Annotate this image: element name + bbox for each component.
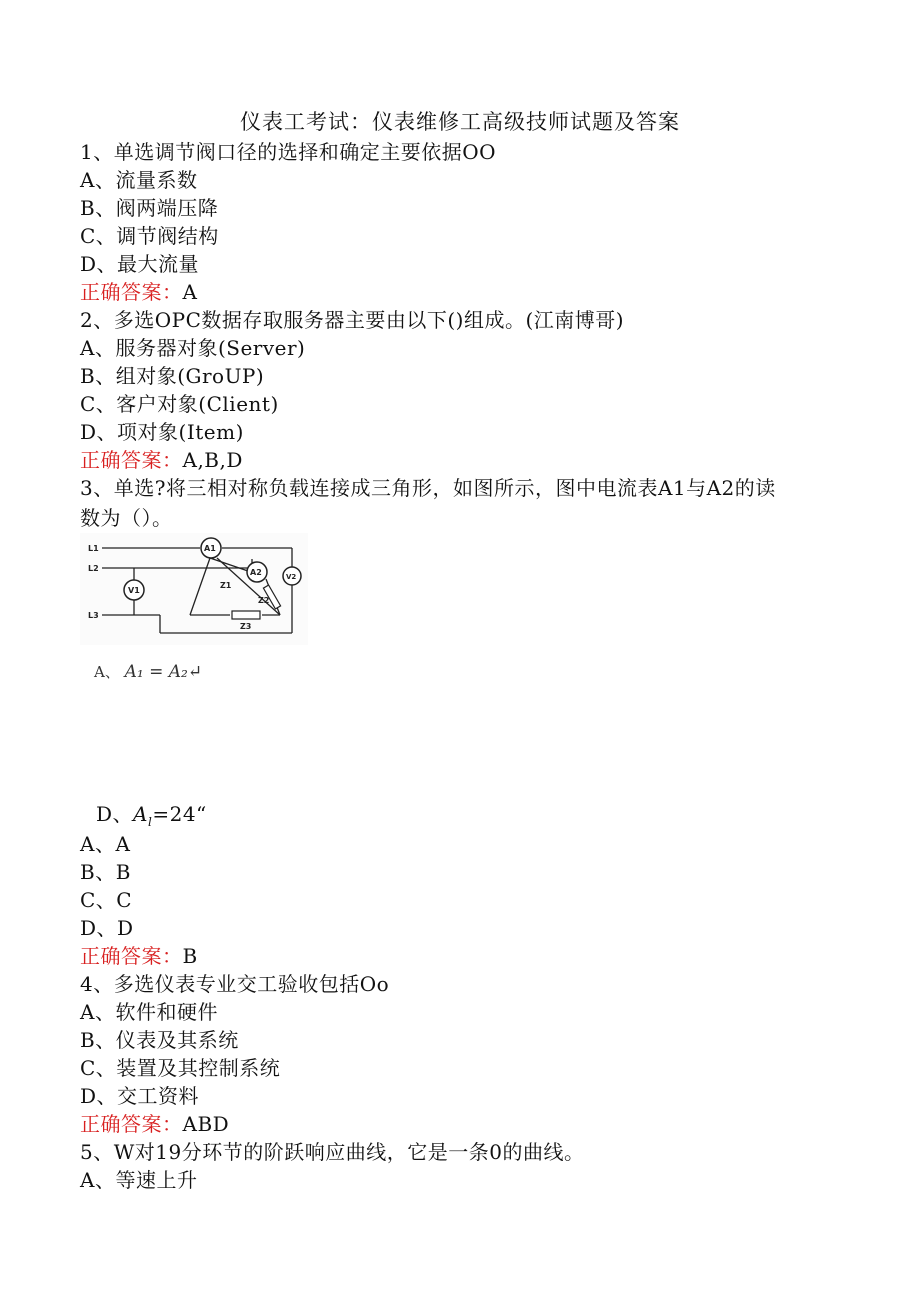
label-l2: L2 (88, 564, 99, 573)
q3-option-a: A、A (80, 832, 131, 856)
question-3: 3、单选?将三相对称负载连接成三角形，如图所示，图中电流表A1与A2的读 (80, 476, 776, 500)
question-2: 2、多选OPC数据存取服务器主要由以下()组成。(江南博哥) (80, 308, 625, 332)
q1-option-d: D、最大流量 (80, 252, 200, 276)
q3-option-a-image (94, 660, 202, 684)
answer-label: 正确答案： (80, 280, 183, 304)
q2-option-c: C、客户对象(Client) (80, 392, 279, 416)
q2-option-d: D、项对象(Item) (80, 420, 244, 444)
option-d-formula: A (133, 802, 148, 826)
answer-value: ABD (182, 1112, 230, 1136)
answer-label: 正确答案： (80, 448, 183, 472)
q4-option-a: A、软件和硬件 (80, 1000, 218, 1024)
q4-option-c: C、装置及其控制系统 (80, 1056, 281, 1080)
label-z2: Z2 (258, 596, 270, 605)
label-z1: Z1 (220, 581, 232, 590)
q1-answer (80, 278, 197, 306)
q4-option-b: B、仪表及其系统 (80, 1028, 239, 1052)
option-d-prefix: D、 (96, 802, 134, 826)
answer-value: A,B,D (182, 448, 243, 472)
label-z3: Z3 (240, 622, 252, 631)
label-a1: A1 (204, 544, 216, 553)
option-a-prefix: A、 (94, 663, 120, 681)
q2-option-b: B、组对象(GroUP) (80, 364, 265, 388)
document-title: 仪表工考试：仪表维修工高级技师试题及答案 (240, 110, 680, 134)
circuit-diagram (80, 533, 308, 645)
q1-option-b: B、阀两端压降 (80, 196, 219, 220)
q3-option-c: C、C (80, 888, 133, 912)
label-v2: V2 (286, 573, 297, 581)
q5-option-a: A、等速上升 (80, 1168, 198, 1192)
z3-resistor (232, 611, 260, 619)
q3-option-b: B、B (80, 860, 131, 884)
q3-option-d: D、D (80, 916, 134, 940)
label-l1: L1 (88, 544, 99, 553)
answer-value: A (182, 280, 198, 304)
q4-answer (80, 1110, 229, 1138)
label-a2: A2 (250, 568, 262, 577)
q1-option-c: C、调节阀结构 (80, 224, 219, 248)
answer-value: B (182, 944, 198, 968)
label-v1: V1 (128, 586, 140, 595)
q2-answer (80, 446, 243, 474)
question-3-cont: 数为（）。 (80, 506, 173, 530)
label-l3: L3 (88, 611, 99, 620)
option-d-rest: =24“ (152, 802, 207, 826)
question-5: 5、W对19分环节的阶跃响应曲线，它是一条0的曲线。 (80, 1140, 585, 1164)
q1-option-a: A、流量系数 (80, 168, 198, 192)
q3-answer (80, 942, 198, 970)
answer-label: 正确答案： (80, 1112, 183, 1136)
option-d-sub: l (148, 815, 153, 829)
question-1: 1、单选调节阀口径的选择和确定主要依据OO (80, 140, 497, 164)
option-a-formula: A₁ = A₂↵ (124, 662, 203, 682)
q4-option-d: D、交工资料 (80, 1084, 200, 1108)
question-4: 4、多选仪表专业交工验收包括Oo (80, 972, 390, 996)
answer-label: 正确答案： (80, 944, 183, 968)
q2-option-a: A、服务器对象(Server) (80, 336, 306, 360)
